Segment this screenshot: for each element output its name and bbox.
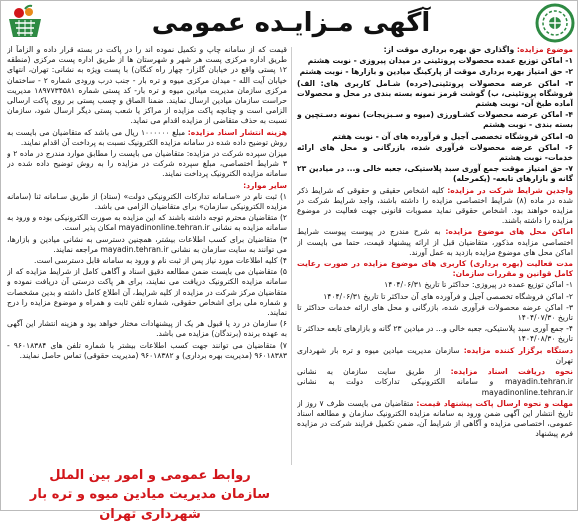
list-item: ۶- اماکن عرضه محصولات فرآوری شده، بازرگانی و محل های ارائه خدمات- نوبت هشتم — [297, 142, 573, 163]
list-item: ۵) متقاضیان می بایست ضمن مطالعه دقیق اسناد و آگاهی کامل از شرایط مزایده که از سامانه مزایده الکترونیک دریافت می نمایند، برای هر پاکت درستی آن دریافت نموده و متقاضیان مرکز شرکت در مزایده از کلیه شرایط، آن اطلاع کامل داشته و بدین مشخصات و شماره ملی برای اشخاص حقوقی، شماره تلفن ثابت و همراه و موضوع مزایده را درج نمایند. — [7, 267, 287, 318]
other-label: سایر موارد: — [243, 180, 287, 190]
fee-text: مبلغ ۱۰۰۰۰۰۰ ریال می باشد که متقاضیان می بایست به روش توضیح داده شده در سامانه مزایده الکترونیک نسبت به پرداخت آن اقدام نمایند. — [7, 127, 287, 147]
basket-logo-icon — [5, 3, 45, 43]
docs-text: از طریق سایت سازمان به نشانی mayadin.tehran.ir و سامانه الکترونیکی تدارکات دولت به نشانی mayadinonline.tehran.ir — [297, 367, 573, 397]
fee-paragraph — [7, 128, 287, 148]
subject-paragraph — [297, 45, 573, 55]
list-item: ۷) متقاضیان می توانند جهت کسب اطلاعات بیشتر با شماره تلفن های ۹۶۰۱۸۳۸۴ - ۹۶۰۱۸۳۸۳ (مدیریت بهره برداری) و ۹۶۰۱۸۳۸۲ (مدیریت حقوقی) تماس حاصل نمایند. — [7, 340, 287, 360]
deposit-paragraph: میزان سپرده شرکت در مزایده: متقاضیان می بایست را مطابق موارد مندرج در ماده ۲ و ۳ شرایط اختصاصی، مبلغ سپرده شرکت در مزایده را به روش توضیح داده شده در سامانه مزایده الکترونیک پرداخت نمایند. — [7, 149, 287, 179]
list-item: ۲) متقاضیان محترم توجه داشته باشند که این مزایده به صورت الکترونیکی بوده و ورود به سامانه مزایده به نشانی mayadinonline.tehran.ir امکان پذیر است. — [7, 213, 287, 233]
location-label: اماکن محل های موضوع مزایده: — [445, 227, 573, 237]
list-item: ۱- اماکن توزیع عمده در پیروزی: حداکثر تا تاریخ ۱۴۰۴/۰۶/۳۱ — [384, 280, 573, 290]
subject-text: واگذاری حق بهره برداری موقت از: — [383, 45, 517, 54]
right-column — [297, 45, 573, 465]
eligibility-paragraph — [297, 186, 573, 227]
list-item: ۴- جمع آوری سبد پلاستیکی، جعبه خالی و... در میادین ۲۳ گانه و بازارهای تابعه حداکثر تا تاریخ ۱۴۰۴/۰۸/۳۰ — [297, 324, 573, 344]
fee-label: هزینه انتشار اسناد مزایده: — [187, 127, 287, 137]
left-column — [7, 45, 287, 465]
list-item: ۴) کلیه اطلاعات مورد نیاز پس از ثبت نام و ورود به سامانه قابل دسترسی است. — [34, 256, 287, 266]
list-item: ۳- اماکن عرضه محصولات فرآوری شده، بازرگانی و محل های ارائه خدمات حداکثر تا تاریخ ۱۴۰۴/۰۷/۳۰ — [297, 302, 573, 323]
deadline-label: مهلت و نحوه ارسال پاکت پیشنهاد قیمت: — [416, 398, 573, 408]
location-text: به شرح مندرج در پیوست پیوست شرایط اختصاصی مزایده مذکور، متقاضیان قبل از ارائه پیشنهاد قیمت، حتما می بایست از اماکن محل های موضوع مزایده بازدید به عمل آورند. — [297, 227, 573, 257]
docs-paragraph — [297, 367, 573, 398]
list-item: ۴- اماکن عرضه محصولات کشـاورزی (میوه و سـبزیجات) نمونه دسـتچین و بسته بندی - نوبت هشتم — [297, 110, 573, 130]
list-item: ۶) سازمان در رد یا قبول هر یک از پیشنهادات مختار خواهد بود و هزینه انتشار این آگهی به عهده برنده (برندگان) مزایده می باشد. — [7, 319, 287, 339]
deadline-paragraph — [297, 399, 573, 440]
footer — [7, 467, 293, 522]
organizer-paragraph — [297, 346, 573, 366]
list-item: ۵- اماکن فروشگاه تخصصی آجیل و فرآورده های آن - نوبت هفتم — [332, 131, 573, 141]
list-item: ۱) ثبت نام در «سـامانه تدارکات الکترونیکی دولت» (ستاد) از طریق سـامانه ثنا (سامانه مزایده الکترونیکی سازمان» برای متقاضیان الزامی می باشد. — [7, 191, 287, 212]
list-item: ۳- اماکن عرضه محصولات پروتئینی(خرده) شـامل کاربری های: الف) فروشگاه پروتئینی، ب) گوشت قرمز نمونه بسته بندی در محل و محصولات آماده طبخ آن- نوبت هشتم — [297, 78, 573, 109]
deadline-text: متقاضیان می بایست ظرف ۷ روز از تاریخ انتشار این آگهی ضمن ورود به سامانه مزایده الکترونیک سازمان و مطالعه اسناد عمومی، اختصاصی مزایده و آگاهی از شرایط آن، ضمن تکمیل فرایند شرکت در مزایده فرم پیشنهاد — [297, 398, 573, 439]
submission-paragraph: قیمت که از سامانه چاپ و تکمیل نموده اند را در پاکت در بسته قرار داده و الزاماً از طریق اداره مرکزی پست هر شهر و شهرستان ها از طریق اداره پست مرکزی (منطقه ۱۲ پستی واقع در خیابان گلزار- چهار راه کنگان) با پست ویژه به نشانی: تهران، انتهای خیابان آیت الله - میدان مرکزی میوه و تره بار - جنب درب ورودی شماره ۲ - ساختمان مرکزی سازمان مدیریت میادین میوه و تره بار- کد پستی شماره ۱۸۹۷۷۳۴۵۸۱ مدیریت حراست سازمان میادین ارسال نمایند. ضمنا الصاق و چسب پستی بر روی پاکت ارسالی الزامی است و چنانچه پاکت مزایده از مراکز یا شعب پستی دیگر ارسال شود، سازمان نسبت به حذف متقاضی از مزایده اقدام می نماید. — [7, 45, 287, 126]
duration-label: مدت فعالیت (بهره برداری) کاربری های موضوع مزایده در صورت رعایت کامل قوانین و مقررات سازمان: — [297, 259, 573, 279]
footer-department: روابط عمومی و امور بین الملل — [49, 468, 251, 483]
list-item: ۷- حق امتیاز موقت جمع آوری سبد پلاستیکی، جعبه خالی و... در میادین ۲۳ گانه و بازارهای تابعه- (یکمرحله) — [297, 164, 573, 184]
list-item: ۲- حق امتیاز بهره برداری موقت از پارکینگ میادین و بازارها - نوبت هشتم — [299, 67, 573, 77]
organizer-label: دستگاه برگزار کننده مزایده: — [463, 345, 573, 355]
list-item: ۳) متقاضیان برای کسب اطلاعات بیشتر، همچنین دسترسی به نشانی میادین و بازارها، می توانند به سایت سازمان به نشانی mayadin.tehran.ir مراجعه نمایند. — [7, 234, 287, 254]
eligibility-text: کلیه اشخاص حقیقی و حقوقی که شرایط ذکر شده در ماده (۸) شرایط اختصاصی مزایده را داشته باشند، واجد شرایط شرکت در مزایده خواهند بود. اشخاص حقوقی نماید مصوبات قانونی جهت فعالیت در موضوع مزایده را داشته باشند. — [297, 185, 573, 226]
eligibility-label: واجدین شرایط شرکت در مزایده: — [447, 185, 573, 195]
list-item: ۱- اماکن توزیع عمده محصولات پروتئینی در میدان پیروزی - نوبت هشتم — [307, 56, 573, 66]
organization-seal-icon — [535, 3, 575, 43]
list-item: ۲- اماکن فروشگاه تخصصی آجیل و فرآورده های آن حداکثر تا تاریخ ۱۴۰۴/۰۶/۳۱ — [323, 291, 573, 301]
header — [1, 1, 578, 45]
subject-label: موضوع مزایده: — [516, 45, 573, 54]
location-paragraph — [297, 227, 573, 258]
docs-label: نحوه دریافت اسناد مزایده: — [450, 367, 573, 377]
column-divider — [291, 47, 292, 465]
footer-organization: سازمان مدیریت میادین میوه و تره بار شهرداری تهران — [29, 487, 271, 522]
page-title: آگهی مـزایـده عمومی — [151, 8, 431, 38]
organizer-text: سازمان مدیریت میادین میوه و تره بار شهرداری تهران — [297, 345, 573, 365]
